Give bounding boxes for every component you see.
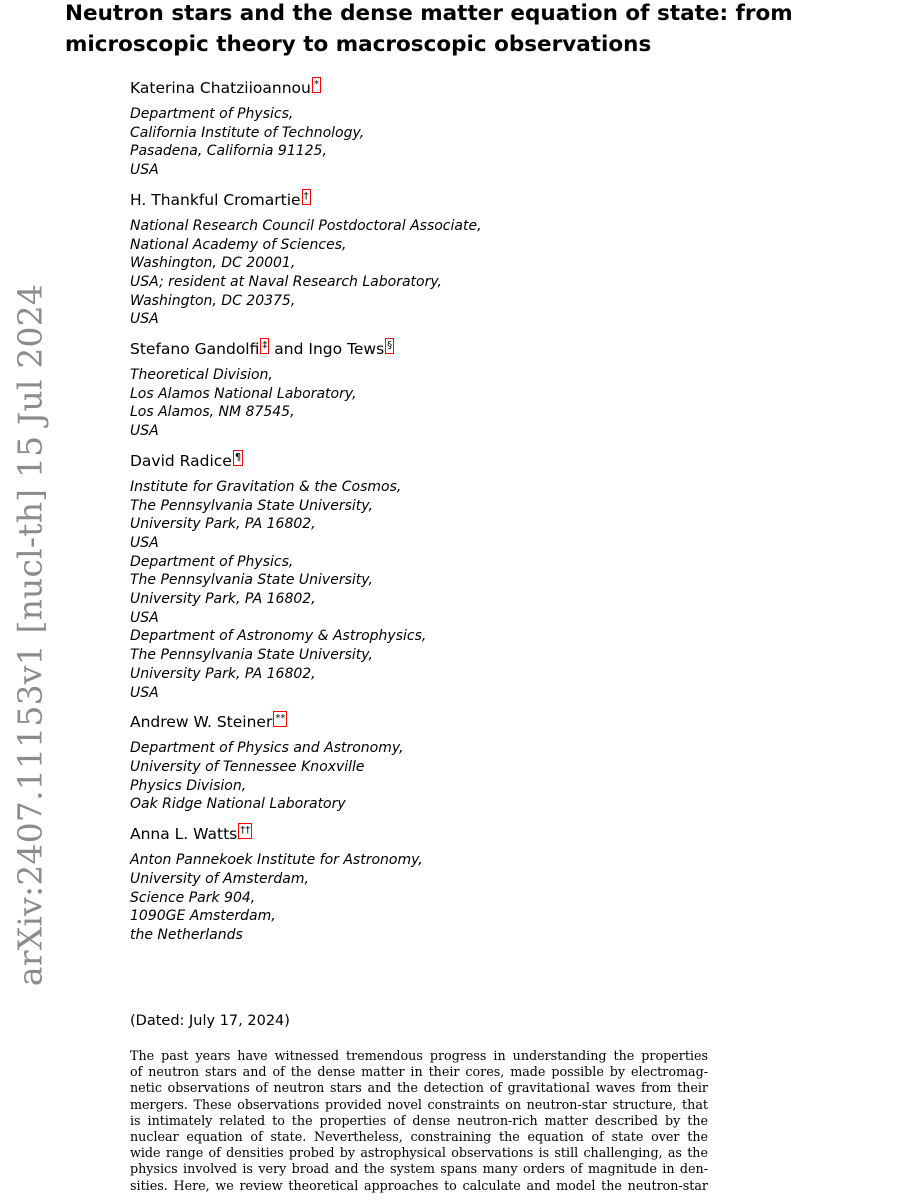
affiliation-line: California Institute of Technology,: [130, 124, 365, 141]
author-name: David Radice: [130, 451, 232, 470]
author-group: [130, 189, 482, 329]
abstract-line: is intimately related to the properties of dense neutron-rich matter described by the: [130, 1112, 708, 1128]
abstract-line: netic observations of neutron stars and the detection of gravitational waves from their: [130, 1080, 708, 1096]
footnote-link[interactable]: ‡: [260, 338, 269, 354]
footnote-link[interactable]: †: [302, 189, 311, 205]
affiliation-line: USA; resident at Naval Research Laboratory,: [130, 273, 443, 290]
author-group: [130, 450, 482, 702]
affiliation-block: [130, 105, 482, 180]
affiliation-line: Department of Physics,: [130, 553, 294, 570]
author-group: [130, 823, 482, 945]
footnote-link[interactable]: §: [385, 338, 394, 354]
affiliation-line: Department of Physics and Astronomy,: [130, 740, 404, 757]
affiliation-block: [130, 366, 482, 441]
abstract-line: physics involved is very broad and the system spans many orders of magnitude in den-: [130, 1161, 708, 1177]
affiliation-block: [130, 739, 482, 814]
affiliation-line: Science Park 904,: [130, 889, 256, 906]
abstract-line: mergers. These observations provided novel constraints on neutron-star structure, that: [130, 1096, 708, 1112]
affiliation-line: USA: [130, 609, 159, 626]
affiliation-line: Oak Ridge National Laboratory: [130, 796, 346, 813]
footnote-link[interactable]: ¶: [233, 450, 243, 466]
affiliation-line: Los Alamos National Laboratory,: [130, 385, 357, 402]
affiliation-line: National Research Council Postdoctoral Associate,: [130, 217, 482, 234]
abstract-line: wide range of densities probed by astrophysical observations is still challenging, as the: [130, 1145, 708, 1161]
footnote-link[interactable]: ††: [238, 823, 252, 839]
affiliation-line: Los Alamos, NM 87545,: [130, 404, 295, 421]
footnote-link[interactable]: *: [312, 77, 321, 93]
affiliation-line: USA: [130, 311, 159, 328]
author-joiner: and: [269, 340, 309, 359]
author-list: [130, 77, 482, 945]
author-name: Stefano Gandolfi: [130, 340, 260, 359]
abstract-line: nuclear equation of state. Nevertheless, constraining the equation of state over the: [130, 1129, 708, 1145]
affiliation-line: The Pennsylvania State University,: [130, 647, 373, 664]
author-name-line: [130, 823, 482, 845]
author-name: Ingo Tews: [308, 340, 385, 359]
affiliation-line: University Park, PA 16802,: [130, 591, 316, 608]
author-name-line: [130, 189, 482, 211]
affiliation-line: Physics Division,: [130, 777, 247, 794]
affiliation-line: Department of Astronomy & Astrophysics,: [130, 628, 427, 645]
abstract-line: sities. Here, we review theoretical approaches to calculate and model the neutron-star: [130, 1177, 708, 1193]
author-group: [130, 77, 482, 180]
affiliation-line: the Netherlands: [130, 926, 243, 943]
affiliation-line: USA: [130, 162, 159, 179]
affiliation-line: University Park, PA 16802,: [130, 665, 316, 682]
author-name: Andrew W. Steiner: [130, 713, 273, 732]
affiliation-line: University of Amsterdam,: [130, 870, 309, 887]
affiliation-block: [130, 217, 482, 329]
author-group: [130, 711, 482, 814]
affiliation-line: Institute for Gravitation & the Cosmos,: [130, 478, 402, 495]
dated-line: (Dated: July 17, 2024): [130, 1013, 290, 1029]
author-name: H. Thankful Cromartie: [130, 190, 301, 209]
author-name-line: [130, 338, 482, 360]
affiliation-block: [130, 478, 482, 702]
affiliation-line: The Pennsylvania State University,: [130, 497, 373, 514]
author-name: Katerina Chatziioannou: [130, 79, 311, 97]
paper-title: Neutron stars and the dense matter equation of state: from microscopic theory to macroscopic observations: [65, 1, 793, 57]
affiliation-line: Department of Physics,: [130, 106, 294, 122]
author-group: [130, 338, 482, 441]
affiliation-line: University Park, PA 16802,: [130, 516, 316, 533]
affiliation-line: USA: [130, 534, 159, 551]
author-name-line: [130, 711, 482, 733]
affiliation-line: Washington, DC 20375,: [130, 292, 296, 309]
arxiv-sidebar: [0, 0, 60, 1200]
arxiv-identifier: arXiv:2407.11153v1 [nucl-th] 15 Jul 2024: [10, 283, 50, 987]
author-name-line: [130, 77, 482, 99]
affiliation-line: Pasadena, California 91125,: [130, 143, 327, 160]
footnote-link[interactable]: **: [273, 711, 287, 727]
abstract-line: of neutron stars and of the dense matter in their cores, made possible by electromag-: [130, 1064, 708, 1080]
author-name: Anna L. Watts: [130, 825, 238, 844]
affiliation-line: USA: [130, 684, 159, 701]
affiliation-block: [130, 851, 482, 945]
affiliation-line: National Academy of Sciences,: [130, 236, 347, 253]
affiliation-line: 1090GE Amsterdam,: [130, 908, 276, 925]
affiliation-line: USA: [130, 423, 159, 440]
affiliation-line: University of Tennessee Knoxville: [130, 758, 365, 775]
author-name-line: [130, 450, 482, 472]
affiliation-line: The Pennsylvania State University,: [130, 572, 373, 589]
abstract: [130, 1048, 708, 1194]
affiliation-line: Theoretical Division,: [130, 367, 273, 384]
affiliation-line: Washington, DC 20001,: [130, 255, 296, 272]
affiliation-line: Anton Pannekoek Institute for Astronomy,: [130, 852, 423, 869]
abstract-line: The past years have witnessed tremendous progress in understanding the properties: [130, 1048, 708, 1063]
